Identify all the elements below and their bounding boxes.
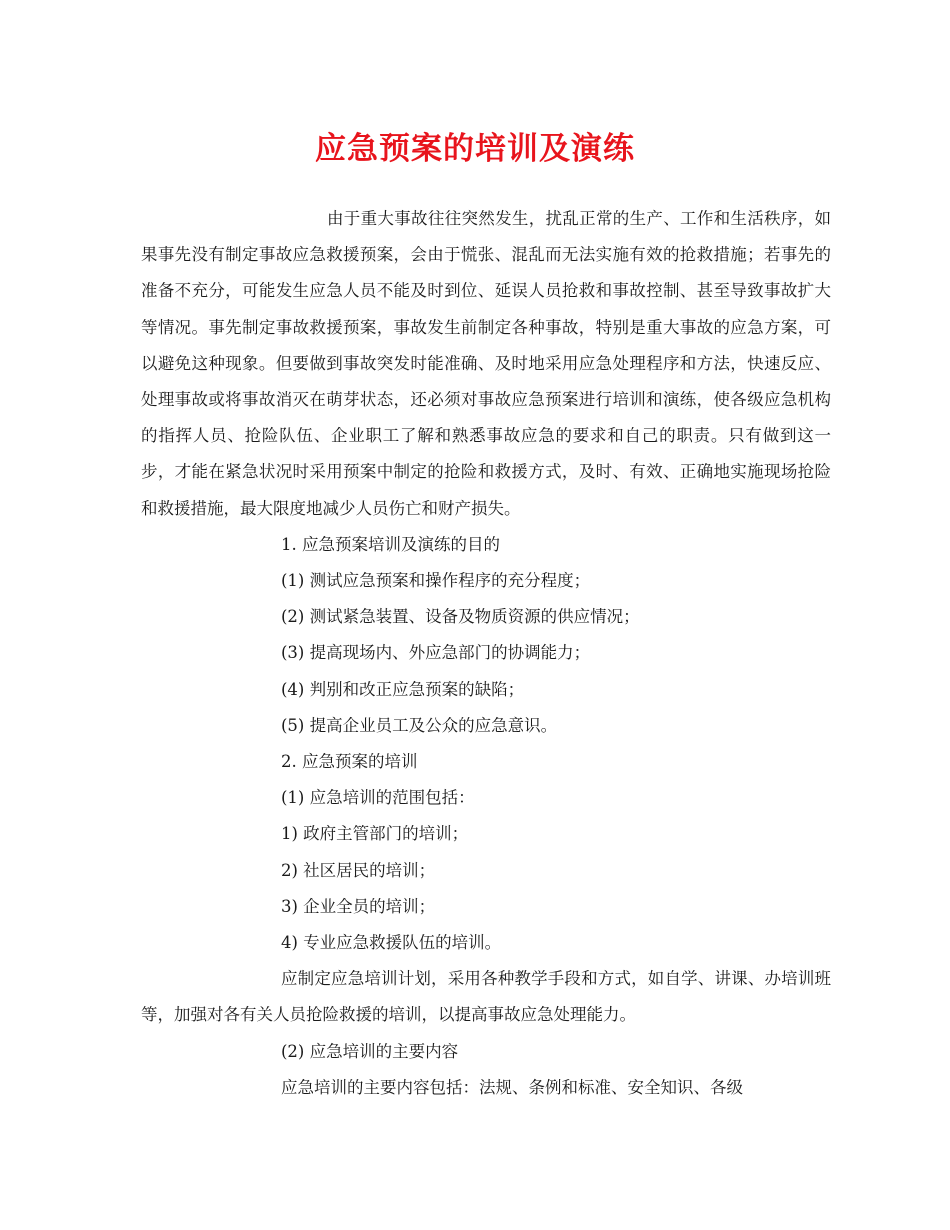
document-body: [141, 201, 831, 1106]
list-item: (3) 提高现场内、外应急部门的协调能力；: [281, 643, 591, 663]
body-paragraph: 应急培训的主要内容包括：法规、条例和标准、安全知识、各级: [281, 1077, 743, 1097]
list-item: (1) 测试应急预案和操作程序的充分程度；: [281, 571, 591, 591]
section-heading-training: 2. 应急预案的培训: [281, 752, 418, 772]
subsection-heading: (2) 应急培训的主要内容: [281, 1041, 459, 1061]
list-item: (4) 判别和改正应急预案的缺陷；: [281, 679, 525, 699]
section-heading-purpose: 1. 应急预案培训及演练的目的: [281, 534, 500, 554]
document-title: 应急预案的培训及演练: [315, 131, 635, 167]
list-item: (5) 提高企业员工及公众的应急意识。: [281, 715, 558, 735]
list-item: 4) 专业应急救援队伍的培训。: [281, 933, 502, 953]
list-item: 3) 企业全员的培训；: [281, 896, 436, 916]
list-item: 1) 政府主管部门的培训；: [281, 824, 469, 844]
subsection-heading: (1) 应急培训的范围包括：: [281, 788, 475, 808]
body-paragraph: 应制定应急培训计划，采用各种教学手段和方式，如自学、讲课、办培训班等，加强对各有关人员抢险救援的培训，以提高事故应急处理能力。: [141, 969, 831, 1025]
list-item: (2) 测试紧急装置、设备及物质资源的供应情况；: [281, 607, 640, 627]
intro-paragraph: 由于重大事故往往突然发生，扰乱正常的生产、工作和生活秩序，如果事先没有制定事故应急救援预案，会由于慌张、混乱而无法实施有效的抢救措施；若事先的准备不充分，可能发生应急人员不能及时到位、延误人员抢救和事故控制、甚至导致事故扩大等情况。事先制定事故救援预案，事故发生前制定各种事故，特别是重大事故的应急方案，可以避免这种现象。但要做到事故突发时能准确、及时地采用应急处理程序和方法，快速反应、处理事故或将事故消灭在萌芽状态，还必须对事故应急预案进行培训和演练，使各级应急机构的指挥人员、抢险队伍、企业职工了解和熟悉事故应急的要求和自己的职责。只有做到这一步，才能在紧急状况时采用预案中制定的抢险和救援方式，及时、有效、正确地实施现场抢险和救援措施，最大限度地减少人员伤亡和财产损失。: [141, 209, 831, 518]
list-item: 2) 社区居民的培训；: [281, 860, 436, 880]
